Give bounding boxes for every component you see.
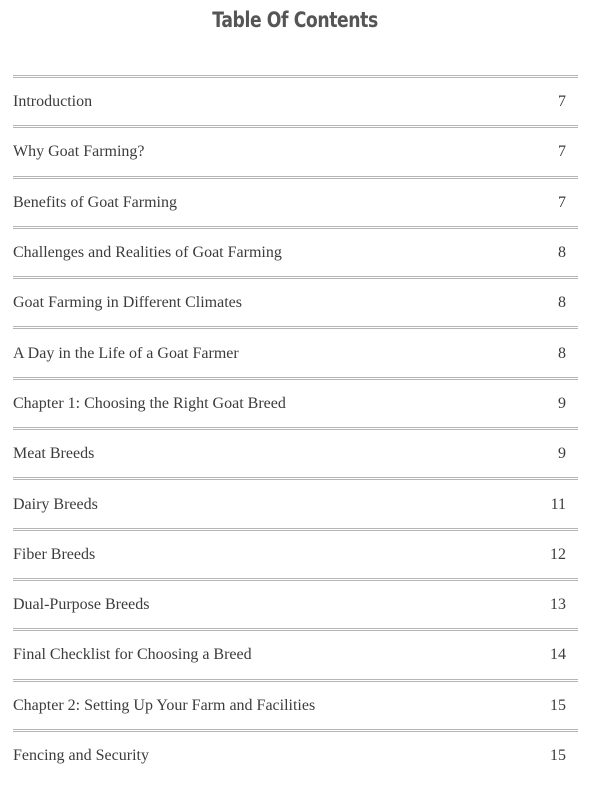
toc-entry-page: 12 [550, 545, 566, 563]
toc-entry-introduction[interactable] [13, 75, 578, 125]
toc-entry-title: Introduction [13, 93, 93, 111]
toc-list [13, 75, 578, 779]
toc-entry-title: Why Goat Farming? [13, 143, 145, 161]
toc-entry-title: Final Checklist for Choosing a Breed [13, 646, 252, 664]
toc-entry-title: Fencing and Security [13, 747, 149, 764]
toc-entry-title: Goat Farming in Different Climates [13, 294, 242, 312]
toc-entry-chapter-2[interactable] [13, 679, 578, 729]
toc-entry-dual-purpose[interactable] [13, 578, 578, 628]
toc-entry-page: 9 [558, 445, 566, 463]
toc-entry-title: A Day in the Life of a Goat Farmer [13, 344, 239, 362]
toc-entry-page: 11 [550, 495, 566, 513]
toc-entry-fiber-breeds[interactable] [13, 528, 578, 578]
toc-entry-chapter-1[interactable] [13, 377, 578, 427]
toc-entry-page: 8 [558, 294, 566, 312]
toc-entry-challenges[interactable] [13, 226, 578, 276]
toc-entry-meat-breeds[interactable] [13, 427, 578, 477]
toc-entry-benefits[interactable] [13, 176, 578, 226]
toc-entry-page: 8 [558, 244, 566, 262]
toc-entry-page: 7 [558, 143, 566, 161]
toc-entry-title: Dairy Breeds [13, 495, 98, 513]
toc-entry-title: Fiber Breeds [13, 545, 96, 563]
toc-entry-title: Challenges and Realities of Goat Farming [13, 244, 282, 262]
toc-entry-title: Dual-Purpose Breeds [13, 596, 150, 614]
toc-entry-page: 9 [558, 394, 566, 412]
toc-entry-title: Chapter 1: Choosing the Right Goat Breed [13, 394, 286, 412]
toc-entry-fencing[interactable] [13, 729, 578, 779]
toc-entry-page: 15 [550, 747, 566, 764]
toc-entry-day-in-life[interactable] [13, 326, 578, 376]
toc-entry-title: Benefits of Goat Farming [13, 193, 177, 211]
toc-entry-page: 14 [550, 646, 566, 664]
toc-entry-page: 8 [558, 344, 566, 362]
toc-entry-why-goat-farming[interactable] [13, 125, 578, 175]
toc-entry-page: 7 [558, 93, 566, 111]
toc-entry-page: 7 [558, 193, 566, 211]
toc-entry-page: 15 [550, 696, 566, 714]
toc-entry-dairy-breeds[interactable] [13, 477, 578, 527]
toc-entry-title: Meat Breeds [13, 445, 95, 463]
toc-entry-climates[interactable] [13, 276, 578, 326]
toc-entry-page: 13 [550, 596, 566, 614]
toc-entry-final-checklist[interactable] [13, 628, 578, 678]
toc-entry-title: Chapter 2: Setting Up Your Farm and Facilities [13, 696, 316, 714]
page-title: Table Of Contents [212, 8, 378, 32]
